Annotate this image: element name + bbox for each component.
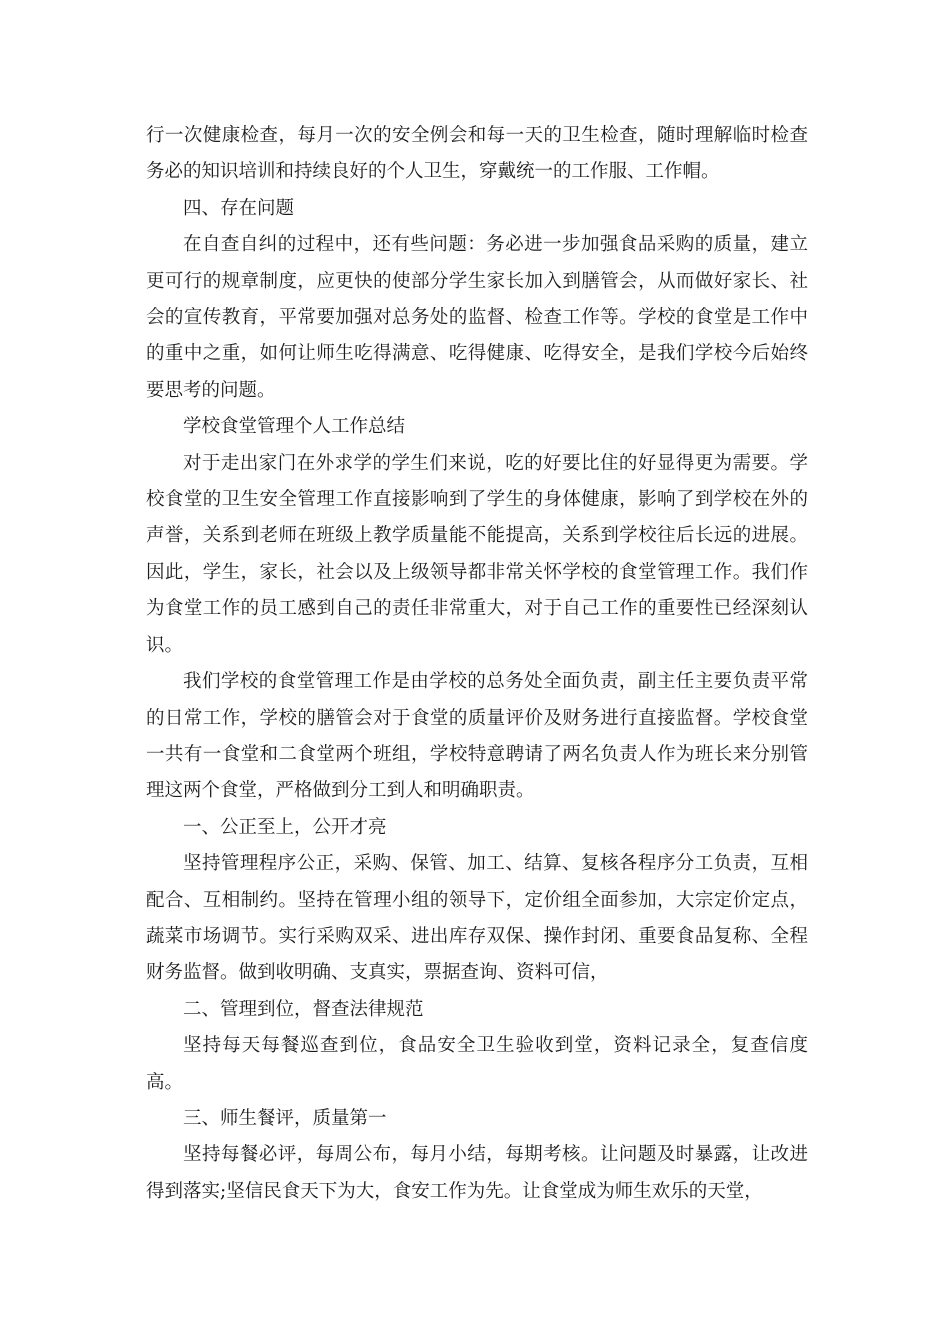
heading-management-in-place: 二、管理到位，督查法律规范 <box>183 998 424 1020</box>
heading-meal-evaluation: 三、师生餐评，质量第一 <box>183 1107 387 1129</box>
paragraph-fair-procedures: 坚持管理程序公正，采购、保管、加工、结算、复核各程序分工负责，互相配合、互相制约。坚持在管理小组的领导下，定价组全面参加，大宗定价定点，蔬菜市场调节。实行采购双采、进出库存双保、操作封闭、重要食品复称、全程财务监督。做到收明确、支真实，票据查询、资料可信， <box>146 853 808 984</box>
heading-personal-summary: 学校食堂管理个人工作总结 <box>183 416 406 438</box>
paragraph-management-structure: 我们学校的食堂管理工作是由学校的总务处全面负责，副主任主要负责平常的日常工作，学校的膳管会对于食堂的质量评价及财务进行直接监督。学校食堂一共有一食堂和二食堂两个班组，学校特意聘请了两名负责人作为班长来分别管理这两个食堂，严格做到分工到人和明确职责。 <box>146 671 808 802</box>
heading-fairness-first: 一、公正至上，公开才亮 <box>183 816 387 838</box>
paragraph-self-inspection: 在自查自纠的过程中，还有些问题：务必进一步加强食品采购的质量，建立更可行的规章制度，应更快的使部分学生家长加入到膳管会，从而做好家长、社会的宣传教育，平常要加强对总务处的监督、检查工作等。学校的食堂是工作中的重中之重，如何让师生吃得满意、吃得健康、吃得安全，是我们学校今后始终要思考的问题。 <box>146 234 808 401</box>
paragraph-students-dining: 对于走出家门在外求学的学生们来说，吃的好要比住的好显得更为需要。学校食堂的卫生安全管理工作直接影响到了学生的身体健康，影响了到学校在外的声誉，关系到老师在班级上教学质量能不能提高，关系到学校往后长远的进展。因此，学生，家长，社会以及上级领导都非常关怀学校的食堂管理工作。我们作为食堂工作的员工感到自己的责任非常重大，对于自己工作的重要性已经深刻认识。 <box>146 452 808 656</box>
paragraph-health-check: 行一次健康检查，每月一次的安全例会和每一天的卫生检查，随时理解临时检查务必的知识培训和持续良好的个人卫生，穿戴统一的工作服、工作帽。 <box>146 125 808 183</box>
paragraph-meal-review: 坚持每餐必评，每周公布，每月小结，每期考核。让问题及时暴露，让改进得到落实;坚信民食天下为大，食安工作为先。让食堂成为师生欢乐的天堂， <box>146 1144 808 1202</box>
document-body <box>146 118 808 1210</box>
heading-existing-problems: 四、存在问题 <box>183 197 295 219</box>
paragraph-daily-inspection: 坚持每天每餐巡查到位，食品安全卫生验收到堂，资料记录全，复查信度高。 <box>146 1035 808 1093</box>
